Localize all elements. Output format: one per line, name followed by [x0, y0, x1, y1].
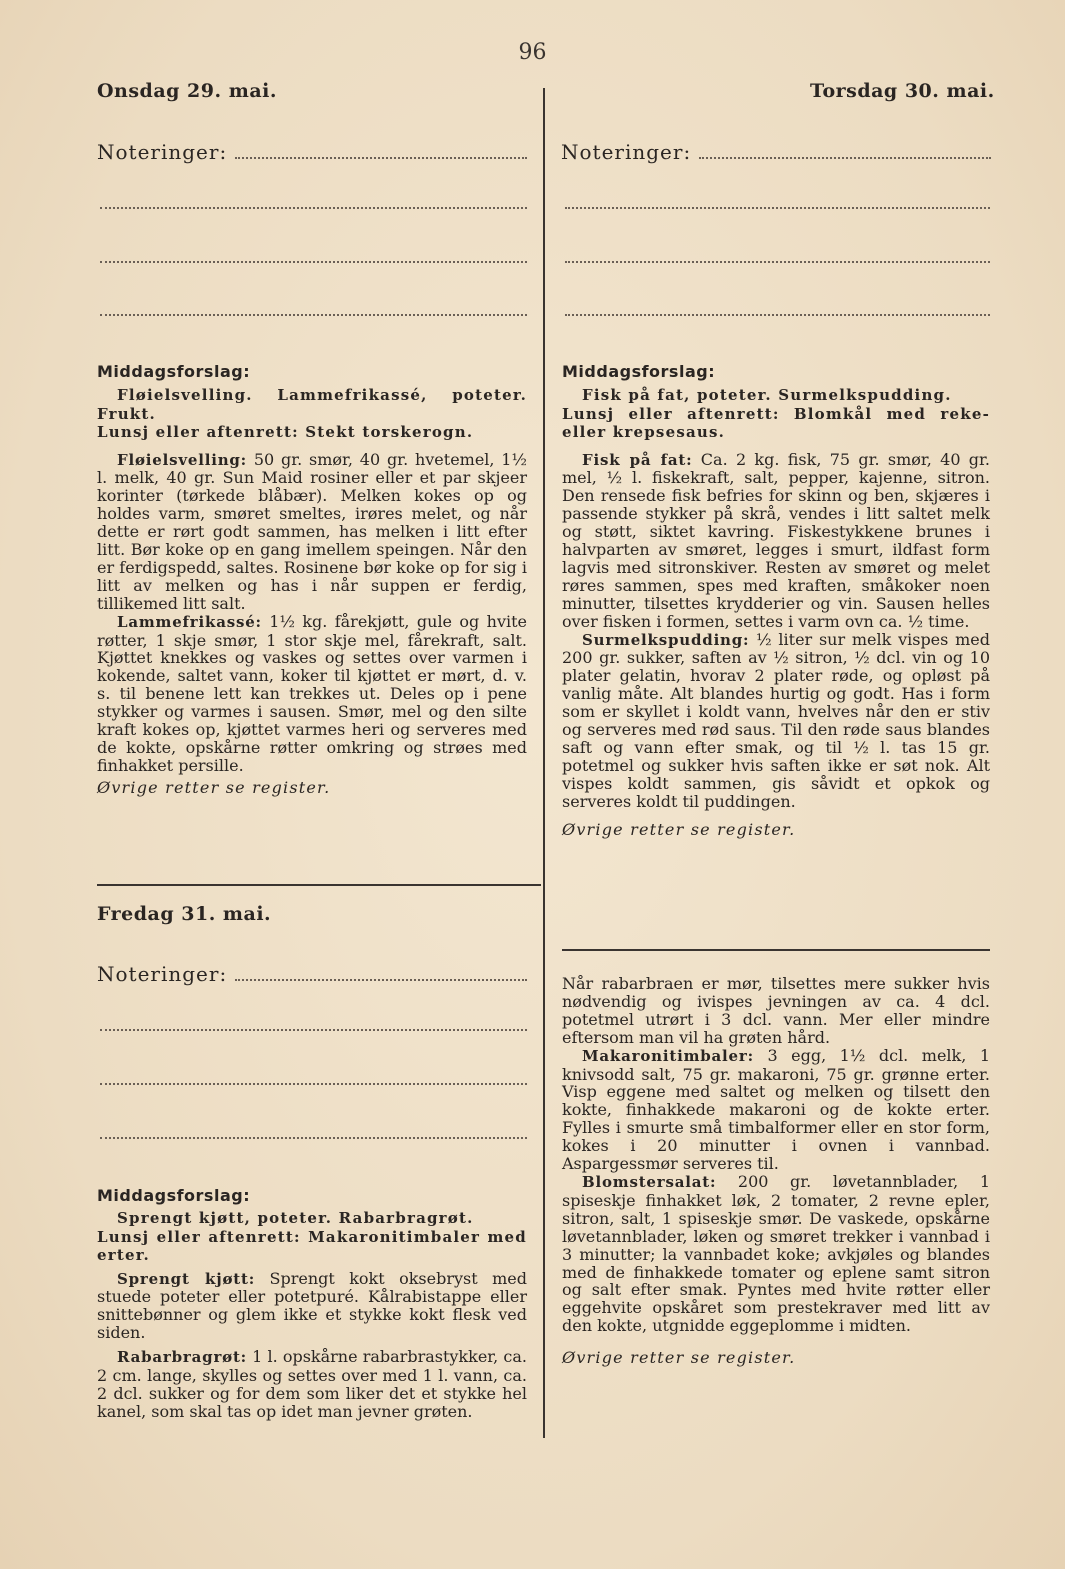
notes-field-wednesday[interactable]	[97, 140, 527, 164]
column-divider	[543, 88, 545, 1438]
section-divider	[562, 949, 990, 951]
notes-label: Noteringer:	[561, 140, 692, 164]
notes-line[interactable]	[565, 314, 990, 316]
rabarbragrot-continued: Når rabarbraen er mør, tilsettes mere sukker hvis nødvendig og ivispes jevningen av ca. 4 dcl. potetmel utrørt i 3 dcl. vann. Mer eller mindre eftersom man vil ha grøten hård.	[562, 974, 990, 1047]
recipe-text: Sprengt kokt oksebryst med stuede poteter eller potetpuré. Kålrabistappe eller snittebønner og glem ikke et stykke kokt flesk ved siden.	[97, 1268, 527, 1343]
recipe-text: 200 gr. løvetannblader, 1 spiseskje finhakket løk, 2 tomater, 2 revne epler, sitron, salt, 1 spiseskje smør. De vaskede, opskårne løvetannblader, løken og smøret trekker i vannbad i 3 minutter; la vannbadet koke; avkjøles og blandes med de finhakkede tomater og eplene samt sitron og salt efter smak. Pyntes med hvite røtter eller eggehvite opskåret som prestekraver med litt av den kokte, utgnidde eggeplomme i midten.	[562, 1171, 990, 1336]
recipe-text: ½ liter sur melk vispes med 200 gr. sukker, saften av ½ sitron, ½ dcl. vin og 10 plater gelatin, hvorav 2 plater røde, og opløst på vanlig måte. Alt blandes hurtig og godt. Has i form som er skyllet i koldt vann, hvelves når den er stiv og serveres med rød saus. Til den røde saus blandes saft og vann efter smak, og til ½ l. tas 15 gr. potetmel og sukker hvis saften ikke er søt nok. Alt vispes koldt sammen, gis såvidt et opkok og serveres koldt til puddingen.	[562, 629, 990, 811]
notes-line[interactable]	[100, 261, 527, 263]
closing-note: Øvrige retter se register.	[562, 819, 796, 839]
recipe-name: Lammefrikassé:	[117, 612, 262, 631]
recipe-fisk-pa-fat	[562, 451, 990, 631]
closing-note: Øvrige retter se register.	[97, 777, 331, 797]
recipe-text: 50 gr. smør, 40 gr. hvetemel, 1½ l. melk, 40 gr. Sun Maid rosiner eller et par skjeer korinter (tørkede blåbær). Melken kokes op og holdes varm, smøret smeltes, irøres melet, og når dette er rørt godt sammen, has melken i litt efter litt. Bør koke op en gang imellem speingen. Når den er ferdigspedd, saltes. Rosinene bør koke op for sig i litt av melken og has i når suppen er ferdig, tillikemed litt salt.	[97, 449, 527, 613]
dinner-suggestions-label: Middagsforslag:	[97, 362, 251, 381]
day-title-wednesday: Onsdag 29. mai.	[97, 80, 277, 102]
notes-line[interactable]	[100, 1029, 527, 1031]
notes-label: Noteringer:	[97, 962, 228, 986]
day-title-friday: Fredag 31. mai.	[97, 903, 272, 925]
lunch-suggestion: Lunsj eller aftenrett: Makaronitimbaler med erter.	[97, 1227, 527, 1264]
dinner-suggestions-label: Middagsforslag:	[97, 1186, 251, 1205]
thursday-menu	[562, 386, 990, 839]
recipe-blomstersalat	[562, 1173, 990, 1335]
recipe-name: Blomstersalat:	[582, 1172, 717, 1191]
notes-field-friday[interactable]	[97, 962, 527, 986]
dish-list: Fløielsvelling. Lammefrikassé, poteter. Frukt.	[97, 386, 527, 423]
recipe-surmelkspudding	[562, 631, 990, 811]
recipe-text: 1½ kg. fårekjøtt, gule og hvite røtter, 1 skje smør, 1 stor skje mel, fårekraft, salt. Kjøttet knekkes og vaskes og settes over varmen i kokende, saltet vann, koker til kjøttet er mørt, d. v. s. til benene lett kan trekkes ut. Deles op i pene stykker og varmes i sausen. Smør, mel og den silte kraft kokes op, kjøttet varmes heri og serveres med de kokte, opskårne røtter omkring og strøes med finhakket persille.	[97, 611, 527, 775]
friday-menu	[97, 1209, 527, 1421]
notes-line[interactable]	[100, 1083, 527, 1085]
recipe-name: Makaronitimbaler:	[582, 1046, 754, 1065]
notes-dotted-line	[235, 978, 527, 981]
recipe-name: Sprengt kjøtt:	[117, 1269, 256, 1288]
recipe-sprengt-kjott	[97, 1270, 527, 1343]
dish-list: Sprengt kjøtt, poteter. Rabarbragrøt.	[117, 1209, 474, 1227]
friday-menu-continued	[562, 975, 990, 1367]
wednesday-menu	[97, 386, 527, 797]
recipe-name: Rabarbragrøt:	[117, 1348, 248, 1367]
notes-line[interactable]	[100, 1137, 527, 1139]
notes-label: Noteringer:	[97, 140, 228, 164]
closing-note: Øvrige retter se register.	[562, 1348, 796, 1368]
notes-field-thursday[interactable]	[561, 140, 991, 164]
recipe-rabarbragrot	[97, 1348, 527, 1421]
recipe-text: 1 l. opskårne rabarbrastykker, ca. 2 cm. lange, skylles og settes over med 1 l. vann, ca. 2 dcl. sukker og for dem som liker det et stykke hel kanel, som skal tas op idet man jevner grøten.	[97, 1347, 527, 1421]
notes-line[interactable]	[100, 207, 527, 209]
day-title-thursday: Torsdag 30. mai.	[810, 80, 995, 102]
recipe-name: Fløielsvelling:	[117, 450, 248, 469]
recipe-name: Fisk på fat:	[582, 450, 693, 469]
notes-line[interactable]	[100, 314, 527, 316]
section-divider	[97, 884, 541, 886]
page-number: 96	[518, 40, 547, 65]
dish-list: Fisk på fat, poteter. Surmelkspudding.	[582, 386, 952, 404]
recipe-name: Surmelkspudding:	[582, 630, 750, 649]
notes-line[interactable]	[565, 207, 990, 209]
recipe-floielsvelling	[97, 451, 527, 613]
notes-dotted-line	[699, 156, 991, 159]
recipe-lammefrikasse	[97, 613, 527, 775]
lunch-suggestion: Lunsj eller aftenrett: Blomkål med reke- eller krepsesaus.	[562, 404, 990, 441]
notes-line[interactable]	[565, 261, 990, 263]
recipe-text: Ca. 2 kg. fisk, 75 gr. smør, 40 gr. mel, ½ l. fiskekraft, salt, pepper, kajenne, sitron. Den rensede fisk befries for skinn og ben, skjæres i passende stykker på skrå, vendes i litt saltet melk og støtt, siktet kavring. Fiskestykkene brunes i halvparten av smøret, legges i smurt, ildfast form lagvis med sitronskiver. Resten av smøret og melet røres sammen, spes med kraften, småkoker noen minutter, tilsettes krydderier og vin. Sausen helles over fisken i formen, settes i varm ovn ca. ½ time.	[562, 449, 991, 631]
recipe-makaronitimbaler	[562, 1047, 990, 1173]
notes-dotted-line	[235, 156, 527, 159]
recipe-text: 3 egg, 1½ dcl. melk, 1 knivsodd salt, 75 gr. makaroni, 75 gr. grønne erter. Visp eggene med saltet og melken og tilsett den kokte, finhakkede makaroni og de kokte erter. Fylles i smurte små timbalformer eller en stor form, kokes i 20 minutter i ovnen i vannbad. Aspargessmør serveres til.	[562, 1045, 990, 1174]
lunch-suggestion: Lunsj eller aftenrett: Stekt torskerogn.	[97, 423, 474, 441]
dinner-suggestions-label: Middagsforslag:	[562, 362, 716, 381]
